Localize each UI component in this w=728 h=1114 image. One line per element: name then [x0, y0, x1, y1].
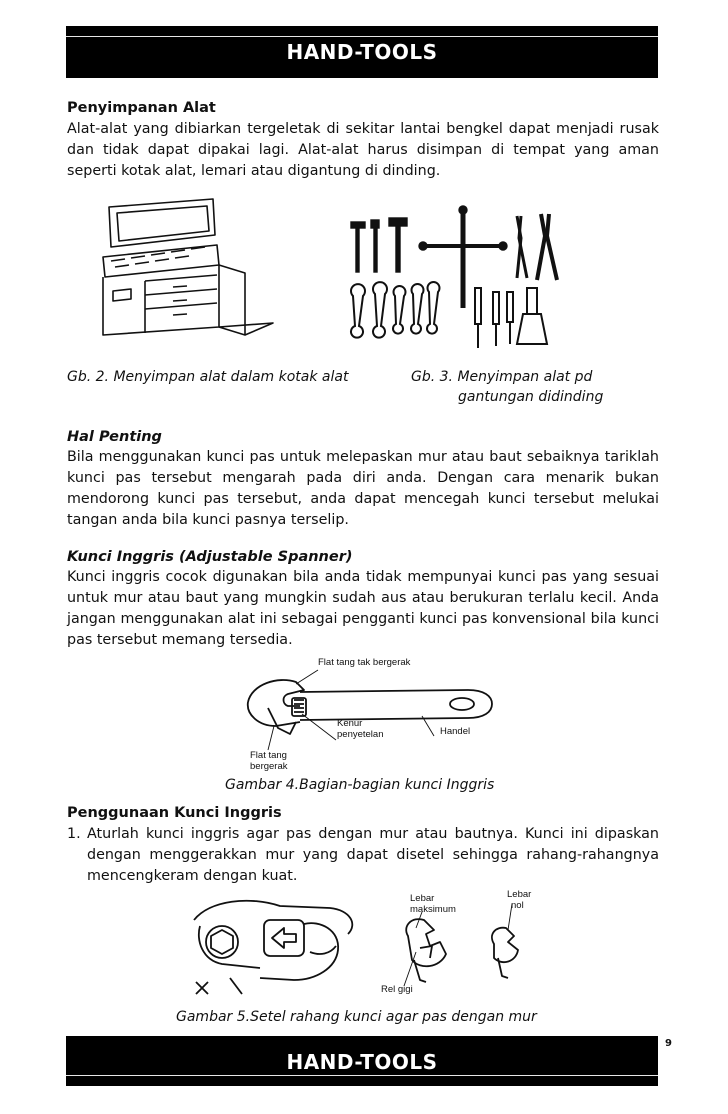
- figure-3-caption-line2: gantungan didinding: [458, 389, 604, 405]
- adjust-label-rail: Rel gigi: [381, 984, 413, 995]
- header-title: HAND-TOOLS: [286, 40, 438, 64]
- adjust-label-zero-2: nol: [511, 900, 524, 911]
- usage-list-item-1: [67, 824, 659, 887]
- wrench-label-adjust-2: penyetelan: [337, 729, 384, 740]
- section-heading-usage: Penggunaan Kunci Inggris: [67, 805, 282, 821]
- wrench-label-movable-jaw-1: Flat tang: [250, 750, 287, 761]
- wrench-adjust-illustration: [190, 890, 550, 1002]
- adjustable-wrench-diagram: [238, 664, 498, 764]
- figure-3-caption-line1: Gb. 3. Menyimpan alat pd: [411, 369, 593, 385]
- list-item-text: Aturlah kunci inggris agar pas dengan mur atau bautnya. Kunci ini dipaskan dengan menggerakkan mur yang dapat disetel sehingga rahang-rahangnya mencengkeram dengan kuat.: [87, 826, 659, 884]
- wrench-label-handle: Handel: [440, 726, 471, 737]
- header-rule: [66, 36, 658, 37]
- header-banner: [66, 26, 658, 78]
- figure-5-caption: Gambar 5.Setel rahang kunci agar pas dengan mur: [176, 1009, 537, 1025]
- section-heading-storage: Penyimpanan Alat: [67, 100, 216, 116]
- section-body-important: Bila menggunakan kunci pas untuk melepaskan mur atau baut sebaiknya tariklah kunci pas tersebut mengarah pada diri anda. Dengan cara menarik bukan mendorong kunci pas tersebut, anda dapat mencegah kunci tersebut melukai tangan anda bila kunci pasnya terselip.: [67, 449, 659, 528]
- section-body-adjustable-spanner: Kunci inggris cocok digunakan bila anda tidak mempunyai kunci pas yang sesuai untuk mur atau baut yang mungkin sudah aus atau berukuran terlalu kecil. Anda jangan menggunakan alat ini sebagai pengganti kunci pas konvensional bila kunci pas tersebut memang tersedia.: [67, 569, 659, 648]
- figure-2-caption: Gb. 2. Menyimpan alat dalam kotak alat: [67, 369, 349, 385]
- wrench-label-fixed-jaw: Flat tang tak bergerak: [318, 657, 411, 668]
- list-number: 1.: [67, 826, 81, 842]
- footer-banner: [66, 1036, 658, 1086]
- section-body-storage: Alat-alat yang dibiarkan tergeletak di sekitar lantai bengkel dapat menjadi rusak dan tidak dapat dipakai lagi. Alat-alat harus disimpan di tempat yang aman seperti kotak alat, lemari atau digantung di dinding.: [67, 121, 659, 179]
- figure-4-caption: Gambar 4.Bagian-bagian kunci Inggris: [225, 777, 495, 793]
- footer-rule: [66, 1075, 658, 1076]
- adjust-label-max-2: maksimum: [410, 904, 456, 915]
- section-heading-important: Hal Penting: [67, 429, 162, 445]
- page-number: 9: [665, 1038, 672, 1049]
- hanging-tools-illustration: [345, 208, 565, 350]
- wrench-label-adjust-1: Kenur: [337, 718, 363, 729]
- toolbox-illustration: [95, 195, 280, 347]
- wrench-label-movable-jaw-2: bergerak: [250, 761, 288, 772]
- adjust-label-zero-1: Lebar: [507, 889, 532, 900]
- footer-title: HAND-TOOLS: [286, 1050, 438, 1074]
- section-heading-adjustable-spanner: Kunci Inggris (Adjustable Spanner): [67, 549, 353, 565]
- adjust-label-max-1: Lebar: [410, 893, 435, 904]
